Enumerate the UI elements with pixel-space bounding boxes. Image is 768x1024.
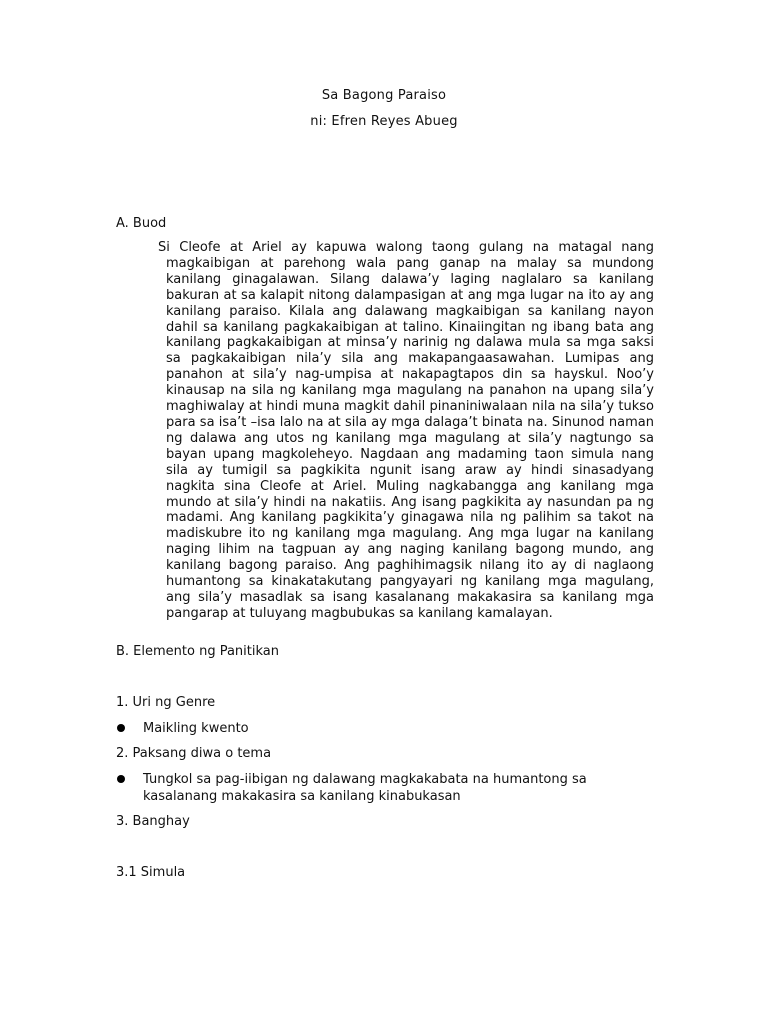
- list-item-text: Tungkol sa pag-iibigan ng dalawang magkakabata na humantong sa kasalanang makakasira sa kanilang kinabukasan: [143, 772, 587, 804]
- buod-paragraph: Si Cleofe at Ariel ay kapuwa walong taong gulang na matagal nang magkaibigan at parehong wala pang ganap na malay sa mundong kanilang ginagalawan. Silang dalawa’y laging naglalaro sa kanilang bakuran at sa kalapit nitong dalampasigan at ang mga lugar na ito ay ang kanilang paraiso. Kilala ang dalawang magkaibigan sa kanilang nayon dahil sa kanilang pagkakaibigan at talino. Kinaiingitan ng ibang bata ang kanilang pagkakaibigan at minsa’y narinig ng dalawa mula sa mga saksi sa pagkakaibigan nila’y sila ang makapangaasawahan. Lumipas ang panahon at sila’y nag-umpisa at nakapagtapos din sa hayskul. Noo’y kinausap na sila ng kanilang mga magulang na panahon na upang sila’y maghiwalay at hindi muna magkit dahil pinaniniwalaan nila na sila’y tukso para sa isa’t –isa lalo na at sila ay mga dalaga’t binata na. Sinunod naman ng dalawa ang utos ng kanilang mga magulang at sila’y nagtungo sa bayan upang magkoleheyo. Nagdaan ang madaming taon simula nang sila ay tumigil sa pagkikita ngunit isang araw ay hindi sinasadyang nagkita sina Cleofe at Ariel. Muling nagkabangga ang kanilang mga mundo at sila’y hindi na nakatiis. Ang isang pagkikita ay nasundan pa ng madami. Ang kanilang pagkikita’y ginagawa nila ng palihim sa takot na madiskubre ito ng kanilang mga magulang. Ang mga lugar na kanilang naging lihim na tagpuan ay ang naging kanilang bagong mundo, ang kanilang bagong paraiso. Ang paghihimagsik nilang ito ay di naglaong humantong sa kinakatakutang pangyayari ng kanilang mga magulang, ang sila’y masadlak sa isang kasalanang makakasira sa kanilang mga pangarap at tuluyang magbubukas sa kanilang kamalayan.: [158, 240, 654, 621]
- bullet-icon: [117, 775, 125, 783]
- subheading-uri-ng-genre: 1. Uri ng Genre: [116, 695, 216, 710]
- list-item-text: Maikling kwento: [143, 721, 249, 736]
- document-author: ni: Efren Reyes Abueg: [310, 114, 458, 129]
- document-title: Sa Bagong Paraiso: [321, 88, 447, 103]
- subheading-banghay: 3. Banghay: [116, 814, 190, 829]
- section-heading-buod: A. Buod: [116, 216, 167, 231]
- bullet-icon: [117, 724, 125, 732]
- section-heading-elemento: B. Elemento ng Panitikan: [116, 644, 280, 659]
- subheading-simula: 3.1 Simula: [116, 865, 186, 880]
- subheading-paksang-diwa: 2. Paksang diwa o tema: [116, 746, 272, 761]
